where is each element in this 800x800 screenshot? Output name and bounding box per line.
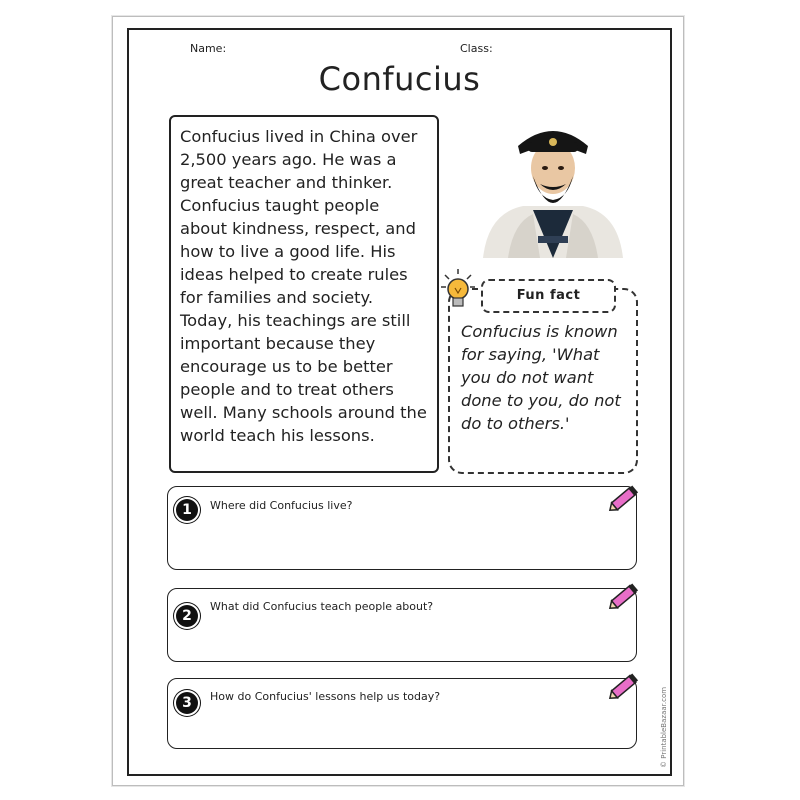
question-text-2: What did Confucius teach people about?: [210, 600, 434, 613]
question-number-1: 1: [176, 499, 198, 521]
fun-fact-text: Confucius is known for saying, 'What you do not want done to you, do not do to others.': [461, 322, 621, 433]
pencil-icon: [606, 670, 642, 704]
question-box-3[interactable]: [167, 678, 637, 749]
reading-passage: Confucius lived in China over 2,500 years ago. He was a great teacher and thinker. Confucius taught people about kindness, respect, and how to live a good life. His ideas helped to create rules for families and society. Today, his teachings are still important because they encourage us to be better people and to treat others well. Many schools around the world teach his lessons.: [169, 115, 439, 473]
confucius-portrait: [478, 118, 628, 258]
credit-text: © PrintableBazaar.com: [660, 686, 668, 768]
fun-fact-title: Fun fact: [481, 279, 616, 313]
question-text-1: Where did Confucius live?: [210, 499, 353, 512]
name-label: Name:: [190, 42, 227, 55]
page-title: Confucius: [318, 60, 481, 98]
question-number-3: 3: [176, 692, 198, 714]
class-label: Class:: [460, 42, 493, 55]
question-number-2: 2: [176, 605, 198, 627]
pencil-icon: [606, 482, 642, 516]
question-text-3: How do Confucius' lessons help us today?: [210, 690, 441, 703]
lightbulb-icon: [440, 268, 476, 312]
pencil-icon: [606, 580, 642, 614]
